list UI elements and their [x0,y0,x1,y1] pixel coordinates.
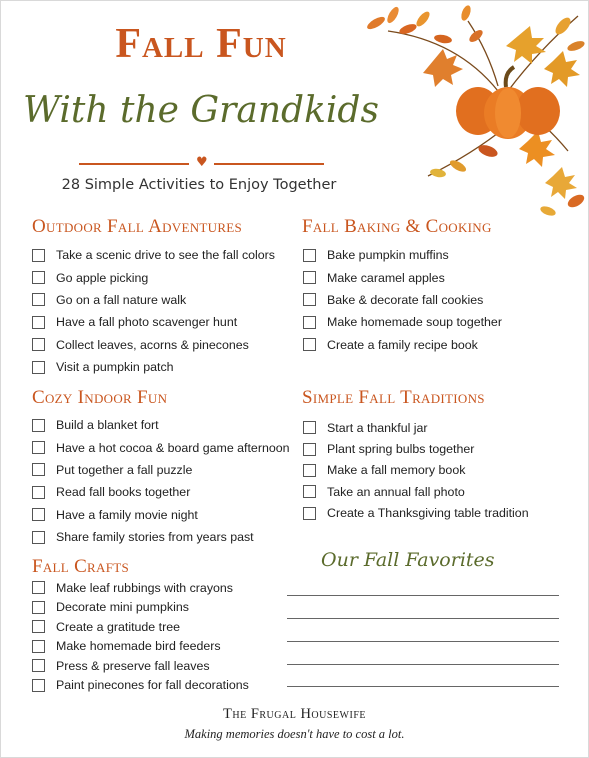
favorites-writing-line[interactable] [287,641,559,642]
item-label: Make homemade soup together [327,315,502,330]
item-label: Make leaf rubbings with crayons [56,580,233,595]
checkbox-icon[interactable] [32,361,45,374]
checklist-indoor [32,414,290,548]
checkbox-icon[interactable] [32,679,45,692]
list-item[interactable] [32,656,249,676]
page-subtitle-script: With the Grandkids [23,90,379,131]
checkbox-icon[interactable] [32,249,45,262]
checkbox-icon[interactable] [32,508,45,521]
heart-icon: ♥ [196,155,208,170]
footer-brand: The Frugal Housewife [223,706,366,722]
pumpkin-leaves-illustration [348,1,588,231]
item-label: Press & preserve fall leaves [56,658,210,673]
item-label: Paint pinecones for fall decorations [56,678,249,693]
checkbox-icon[interactable] [303,485,316,498]
checkbox-icon[interactable] [303,271,316,284]
item-label: Build a blanket fort [56,418,159,433]
checkbox-icon[interactable] [32,441,45,454]
item-label: Bake & decorate fall cookies [327,292,484,307]
item-label: Take an annual fall photo [327,484,465,499]
checklist-baking [303,244,502,356]
item-label: Make a fall memory book [327,463,466,478]
list-item[interactable] [32,459,290,481]
checkbox-icon[interactable] [32,659,45,672]
list-item[interactable] [303,244,502,266]
section-title-baking: Fall Baking & Cooking [302,216,492,237]
item-label: Bake pumpkin muffins [327,248,449,263]
list-item[interactable] [32,481,290,503]
checkbox-icon[interactable] [303,421,316,434]
item-label: Go apple picking [56,270,149,285]
footer-tagline: Making memories doesn't have to cost a lot. [184,727,405,741]
divider-line-left [79,163,189,165]
checklist-outdoor [32,244,275,378]
checkbox-icon[interactable] [303,249,316,262]
item-label: Start a thankful jar [327,420,428,435]
item-label: Plant spring bulbs together [327,442,475,457]
section-title-crafts: Fall Crafts [32,556,130,577]
item-label: Go on a fall nature walk [56,292,187,307]
item-label: Visit a pumpkin patch [56,360,174,375]
list-item[interactable] [32,311,275,333]
checkbox-icon[interactable] [32,271,45,284]
item-label: Make homemade bird feeders [56,639,221,654]
list-item[interactable] [32,414,290,436]
list-item[interactable] [303,266,502,288]
favorites-writing-line[interactable] [287,686,559,687]
list-item[interactable] [32,436,290,458]
checkbox-icon[interactable] [32,601,45,614]
list-item[interactable] [32,526,290,548]
list-item[interactable] [32,676,249,696]
checkbox-icon[interactable] [32,531,45,544]
checkbox-icon[interactable] [303,338,316,351]
list-item[interactable] [303,289,502,311]
list-item[interactable] [303,438,529,459]
item-label: Take a scenic drive to see the fall colors [56,248,276,263]
item-label: Have a family movie night [56,507,198,522]
checkbox-icon[interactable] [303,464,316,477]
list-item[interactable] [303,481,529,502]
checkbox-icon[interactable] [32,640,45,653]
checkbox-icon[interactable] [303,443,316,456]
favorites-title: Our Fall Favorites [321,549,495,571]
checkbox-icon[interactable] [32,486,45,499]
item-label: Share family stories from years past [56,530,254,545]
list-item[interactable] [32,244,275,266]
checkbox-icon[interactable] [32,463,45,476]
checkbox-icon[interactable] [32,293,45,306]
list-item[interactable] [303,334,502,356]
list-item[interactable] [303,503,529,524]
item-label: Collect leaves, acorns & pinecones [56,337,249,352]
list-item[interactable] [303,460,529,481]
checkbox-icon[interactable] [303,507,316,520]
list-item[interactable] [32,578,249,598]
checklist-crafts [32,578,249,695]
item-label: Create a family recipe book [327,337,478,352]
list-item[interactable] [32,598,249,618]
checkbox-icon[interactable] [32,316,45,329]
item-label: Create a Thanksgiving table tradition [327,506,529,521]
list-item[interactable] [303,311,502,333]
checkbox-icon[interactable] [32,338,45,351]
divider-line-right [214,163,324,165]
item-label: Put together a fall puzzle [56,462,193,477]
list-item[interactable] [32,356,275,378]
checkbox-icon[interactable] [303,316,316,329]
item-label: Decorate mini pumpkins [56,600,189,615]
section-title-traditions: Simple Fall Traditions [302,387,485,408]
item-label: Have a fall photo scavenger hunt [56,315,238,330]
list-item[interactable] [32,334,275,356]
page-title: Fall Fun [115,21,287,67]
checkbox-icon[interactable] [303,293,316,306]
checklist-traditions [303,417,529,524]
list-item[interactable] [32,504,290,526]
checkbox-icon[interactable] [32,581,45,594]
item-label: Have a hot cocoa & board game afternoon [56,440,290,455]
checkbox-icon[interactable] [32,419,45,432]
section-title-outdoor: Outdoor Fall Adventures [32,216,243,237]
title-divider [79,155,324,170]
list-item[interactable] [32,266,275,288]
tagline: 28 Simple Activities to Enjoy Together [61,177,337,193]
item-label: Read fall books together [56,485,191,500]
list-item[interactable] [303,417,529,438]
list-item[interactable] [32,289,275,311]
pumpkin [456,67,560,139]
item-label: Make caramel apples [327,270,445,285]
item-label: Create a gratitude tree [56,619,180,634]
section-title-indoor: Cozy Indoor Fun [32,387,168,408]
list-item[interactable] [32,637,249,657]
list-item[interactable] [32,617,249,637]
favorites-writing-line[interactable] [287,618,559,619]
checkbox-icon[interactable] [32,620,45,633]
favorites-writing-line[interactable] [287,595,559,596]
favorites-writing-line[interactable] [287,664,559,665]
